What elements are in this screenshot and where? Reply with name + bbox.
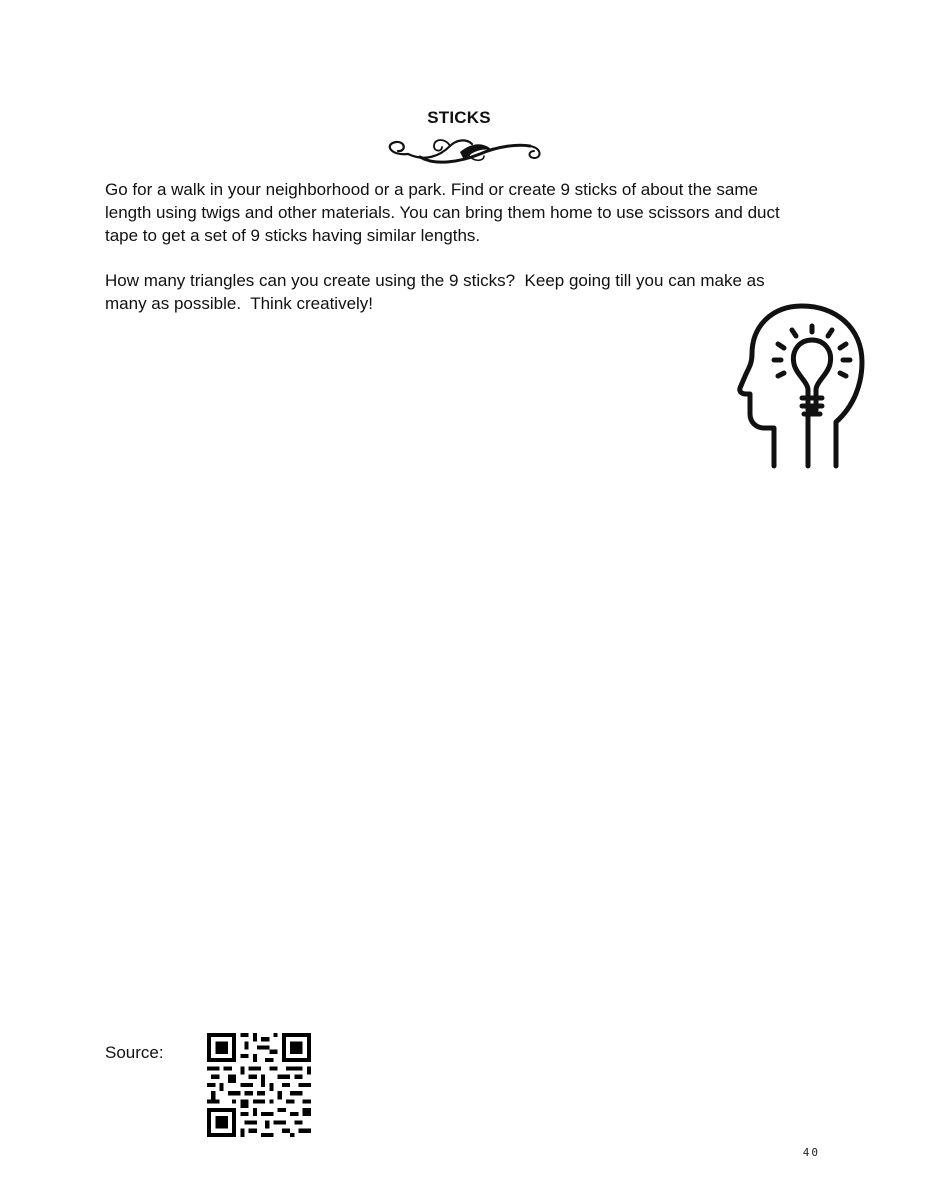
page-title: STICKS xyxy=(427,108,491,127)
intro-paragraph: Go for a walk in your neighborhood or a park. Find or create 9 sticks of about the same length using twigs and other materials. You can bring them home to use scissors and duct tape to get a set of 9 sticks having similar lengths. xyxy=(105,180,785,245)
source-label: Source: xyxy=(105,1043,164,1062)
question-paragraph: How many triangles can you create using the 9 sticks? Keep going till you can make as many as possible. Think creatively! xyxy=(105,271,770,313)
qr-code[interactable] xyxy=(207,1033,311,1137)
decorative-flourish-icon xyxy=(380,132,545,172)
page-number: 40 xyxy=(802,1146,820,1159)
head-lightbulb-icon xyxy=(736,302,868,470)
